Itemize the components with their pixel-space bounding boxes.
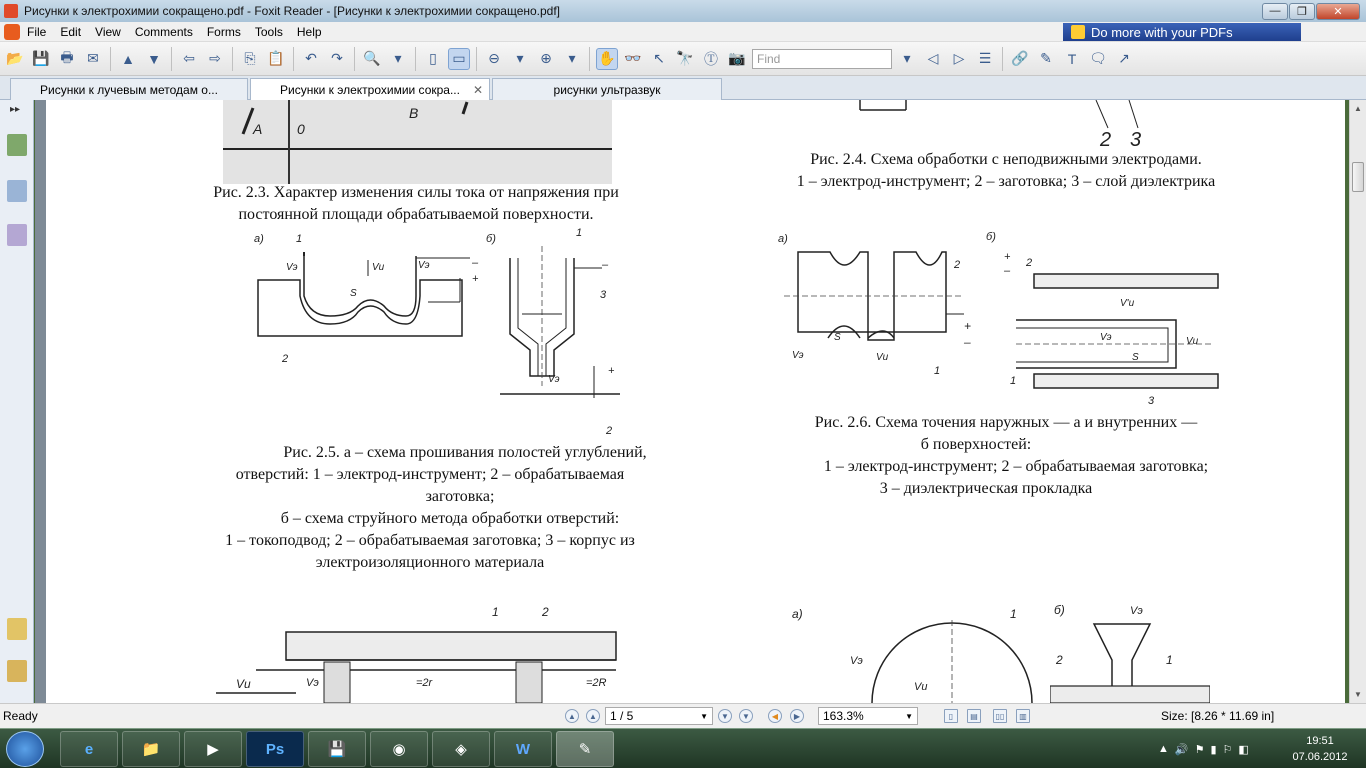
caption-line: 3 – диэлектрическая прокладка — [879, 480, 1093, 497]
tab-label: Рисунки к лучевым методам о... — [40, 82, 218, 97]
fig26a-label-plus: + — [964, 319, 972, 333]
zoom-out-icon[interactable]: ⊖ — [488, 50, 500, 66]
fig27-label-2: 2 — [542, 605, 549, 619]
fig25b-label-3: 3 — [600, 289, 607, 301]
fig24-label-2: 2 — [1100, 129, 1112, 148]
expand-panel-icon[interactable]: ▸▸ — [10, 104, 21, 115]
fig25a-label-minus: – — [472, 257, 479, 269]
page-size-text: Size: [8.26 * 11.69 in] — [1161, 709, 1275, 723]
caption-line: отверстий: 1 – электрод-инструмент; 2 – обрабатываемая — [235, 466, 625, 483]
last-page-icon[interactable]: ▼ — [739, 709, 753, 723]
fig27-label-2r: =2r — [416, 677, 433, 689]
figure-2-6a-image — [774, 228, 974, 388]
ps-glyph: Ps — [265, 740, 285, 758]
promo-icon — [1071, 25, 1085, 39]
caption-line: 1 – токоподвод; 2 – обрабатываемая заготовка; 3 – корпус из — [225, 532, 635, 549]
pencil-icon[interactable]: ✎ — [1040, 50, 1052, 66]
scroll-down-icon[interactable]: ▼ — [1354, 689, 1362, 699]
zoom-in-icon[interactable]: ⊕ — [540, 50, 552, 66]
previous-page-icon[interactable]: ▲ — [121, 50, 135, 67]
menu-help[interactable]: Help — [296, 24, 322, 39]
fig26a-label-2: 2 — [954, 259, 961, 271]
back-icon[interactable]: ⇦ — [183, 50, 195, 66]
battery-icon[interactable]: ▮ — [1210, 743, 1217, 756]
page-number-input[interactable] — [605, 707, 713, 725]
fig28b-label-1: 1 — [1166, 653, 1173, 667]
figure-2-7-image — [216, 600, 636, 703]
redo-icon[interactable]: ↷ — [331, 50, 343, 66]
fig28a-label-vu: Vи — [914, 681, 928, 693]
system-tray — [1158, 729, 1249, 768]
undo-icon[interactable]: ↶ — [305, 50, 317, 66]
fig25b-label-plus: + — [608, 365, 615, 377]
tab-label: Рисунки к электрохимии сокра... — [280, 82, 460, 97]
internet-explorer-icon[interactable] — [60, 731, 118, 767]
zoom-dropdown-icon[interactable]: ▾ — [394, 50, 402, 66]
caption-2-5 — [150, 442, 710, 574]
clock-time: 19:51 — [1306, 735, 1334, 747]
fig25a-label-vu: Vи — [372, 262, 385, 273]
figure-2-8b-image — [1050, 600, 1210, 703]
tab-electrochemistry[interactable] — [250, 78, 490, 100]
figure-2-4-image — [846, 100, 1146, 148]
bookmarks-icon[interactable] — [7, 134, 27, 156]
layers-icon[interactable] — [7, 224, 27, 246]
flag-icon[interactable]: ⚐ — [1222, 743, 1233, 756]
glasses-icon[interactable]: 👓 — [624, 50, 642, 66]
status-ready: Ready — [3, 709, 38, 723]
fig25b-label-1: 1 — [576, 227, 583, 239]
fig24-label-3: 3 — [1130, 129, 1142, 148]
fig26b-label-1: 1 — [1010, 375, 1017, 387]
fig26b-label-s: S — [1132, 352, 1139, 363]
photoshop-icon[interactable] — [246, 731, 304, 767]
close-button[interactable]: ✕ — [1316, 3, 1360, 20]
print-icon[interactable]: 🖶 — [60, 48, 74, 65]
previous-view-icon[interactable]: ◀ — [768, 709, 782, 723]
continuous-icon[interactable]: ▤ — [967, 709, 981, 723]
facing-icon[interactable]: ▯▯ — [993, 709, 1007, 723]
scroll-thumb[interactable] — [1352, 162, 1364, 192]
zoom-select[interactable] — [818, 707, 918, 725]
zoom-out-dropdown-icon[interactable]: ▾ — [516, 50, 524, 66]
text-select-icon[interactable]: Ⓣ — [704, 50, 718, 67]
toolbar — [0, 42, 1366, 76]
caption-line: Рис. 2.3. Характер изменения силы тока от напряжения при — [213, 184, 619, 201]
hand-tool-icon[interactable]: ✋ — [596, 48, 618, 70]
caption-2-3 — [150, 182, 682, 226]
fig26b-label-minus: – — [1004, 265, 1011, 277]
fig28a-label-ve: Vэ — [850, 655, 863, 667]
fig26b-label-3: 3 — [1148, 395, 1155, 406]
fig28b-title: б) — [1054, 603, 1065, 617]
figure-2-8a-image — [786, 600, 1046, 703]
single-page-icon[interactable]: ▯ — [944, 709, 958, 723]
caption-line: Рис. 2.4. Схема обработки с неподвижными электродами. — [810, 151, 1202, 168]
menu-comments[interactable]: Comments — [134, 24, 193, 39]
caption-line: постоянной площади обрабатываемой поверхности. — [238, 206, 594, 223]
fig26a-label-minus: – — [964, 335, 971, 349]
navigation-panel — [0, 100, 34, 703]
find-options-icon[interactable]: ☰ — [978, 50, 992, 66]
explorer-icon[interactable]: 📁 — [122, 731, 180, 767]
find-next-icon[interactable]: ▷ — [953, 50, 965, 66]
link-tool-icon[interactable]: 🔗 — [1011, 50, 1029, 66]
find-dropdown-icon[interactable]: ▾ — [903, 50, 911, 66]
note-icon[interactable]: 🗨 — [1089, 50, 1107, 66]
maximize-button[interactable]: ❐ — [1289, 3, 1315, 20]
caption-line: б поверхностей: — [920, 436, 1032, 453]
fig27-label-1: 1 — [492, 605, 499, 619]
clock-date: 07.06.2012 — [1292, 751, 1348, 763]
zoom-icon[interactable]: 🔍 — [363, 50, 381, 66]
fig26a-label-1: 1 — [934, 365, 941, 377]
open-icon[interactable]: 📂 — [6, 50, 24, 66]
menu-tools[interactable]: Tools — [254, 24, 283, 39]
tab-close-icon[interactable]: ✕ — [472, 82, 483, 97]
fig25b-label-ve: Vэ — [548, 374, 560, 385]
volume-icon[interactable]: 🔊 — [1174, 743, 1189, 756]
media-player-icon[interactable]: ▶ — [184, 731, 242, 767]
caption-line: электроизоляционного материала — [315, 554, 545, 571]
tray-expand-icon[interactable]: ▲ — [1158, 743, 1169, 755]
tab-ultrasound[interactable] — [492, 78, 722, 100]
tab-luchevye[interactable] — [10, 78, 248, 100]
caption-line: Рис. 2.5. а – схема прошивания полостей углублений, — [283, 444, 647, 461]
fit-page-icon[interactable]: ▯ — [429, 50, 437, 66]
word-glyph: W — [515, 740, 531, 758]
fig25a-label-plus: + — [472, 273, 479, 285]
word-icon[interactable] — [494, 731, 552, 767]
title-bar — [0, 0, 1366, 22]
caption-line: Рис. 2.6. Схема точения наружных — а и внутренних — — [814, 414, 1198, 431]
forward-icon[interactable]: ⇨ — [209, 50, 221, 66]
next-view-icon[interactable]: ▶ — [790, 709, 804, 723]
fig25a-label-ve: Vэ — [286, 262, 298, 273]
network-icon[interactable]: ◈ — [432, 731, 490, 767]
fig28a-label-1: 1 — [1010, 607, 1017, 621]
fig25a-label-ve2: Vэ — [418, 260, 430, 271]
continuous-facing-icon[interactable]: ▥ — [1016, 709, 1030, 723]
snapshot-icon[interactable]: 📷 — [728, 50, 746, 66]
fig23-label-b: B — [409, 105, 419, 121]
fig28b-label-2: 2 — [1056, 653, 1063, 667]
document-tabs — [0, 76, 1366, 100]
fig25a-label-2: 2 — [282, 353, 289, 365]
caption-line: б – схема струйного метода обработки отверстий: — [280, 510, 620, 527]
next-page-icon[interactable]: ▼ — [147, 50, 161, 67]
zoom-in-dropdown-icon[interactable]: ▾ — [568, 50, 576, 66]
fig25b-label-minus: – — [602, 259, 609, 271]
caption-2-4 — [736, 149, 1276, 193]
fig26b-label-vu: Vи — [1186, 336, 1199, 347]
caption-line: 1 – электрод-инструмент; 2 – заготовка; 3 – слой диэлектрика — [796, 173, 1216, 190]
comments-icon[interactable] — [7, 618, 27, 640]
fig27-label-ve: Vэ — [306, 677, 319, 689]
ie-glyph: e — [84, 740, 94, 758]
foxit-app-icon — [4, 4, 18, 18]
text-box-icon[interactable]: T — [1067, 50, 1077, 67]
pdf-page[interactable] — [46, 100, 1345, 703]
select-arrow-icon[interactable]: ↖ — [653, 50, 665, 66]
window-title: Рисунки к электрохимии сокращено.pdf - Foxit Reader - [Рисунки к электрохимии сокращено.pdf] — [24, 4, 561, 18]
page-gutter — [35, 100, 46, 703]
start-button[interactable] — [6, 731, 44, 767]
fig27-label-vu: Vи — [236, 677, 251, 691]
email-icon[interactable]: ✉ — [87, 50, 99, 66]
copy-icon[interactable]: ⎘ — [244, 50, 256, 66]
caption-line: заготовка; — [425, 488, 495, 505]
fig26b-label-2: 2 — [1026, 257, 1033, 269]
scroll-up-icon[interactable]: ▲ — [1354, 103, 1362, 113]
find-previous-icon[interactable]: ◁ — [927, 50, 939, 66]
fig28a-title: а) — [792, 607, 803, 621]
page-dropdown-icon: ▼ — [700, 711, 708, 721]
fig26a-title: а) — [778, 233, 788, 245]
figure-2-5a-image — [246, 228, 486, 368]
fig27-label-2R: =2R — [586, 677, 607, 689]
menu-view[interactable]: View — [95, 24, 121, 39]
figure-2-3-image — [223, 100, 612, 184]
fig25a-label-1: 1 — [296, 233, 303, 245]
caption-line: 1 – электрод-инструмент; 2 – обрабатываемая заготовка; — [823, 458, 1209, 475]
minimize-button[interactable]: — — [1262, 3, 1288, 20]
first-page-icon[interactable]: ▲ — [565, 709, 579, 723]
caption-2-6 — [746, 412, 1286, 500]
menu-bar — [0, 22, 1366, 42]
language-icon[interactable]: ◧ — [1238, 743, 1249, 756]
fig23-label-a: A — [253, 121, 263, 137]
foxit-taskbar-icon[interactable]: ✎ — [556, 731, 614, 767]
save-icon[interactable]: 💾 — [32, 50, 50, 66]
promo-banner[interactable] — [1063, 23, 1301, 41]
attachments-icon[interactable] — [7, 660, 27, 682]
fig26a-label-vu: Vи — [876, 352, 889, 363]
paste-icon[interactable]: 📋 — [267, 50, 285, 66]
fig25a-label-s: S — [350, 288, 357, 299]
fig26a-label-s: S — [834, 332, 841, 343]
pages-icon[interactable] — [7, 180, 27, 202]
zoom-value: 163.3% — [823, 709, 864, 723]
floppy-icon[interactable]: 💾 — [308, 731, 366, 767]
menu-file[interactable]: File — [27, 24, 47, 39]
taskbar — [0, 728, 1366, 768]
binoculars-icon[interactable]: 🔭 — [676, 50, 694, 66]
clock[interactable] — [1290, 733, 1350, 765]
vertical-scrollbar[interactable] — [1349, 100, 1366, 703]
chrome-icon[interactable]: ◉ — [370, 731, 428, 767]
pdf-icon — [4, 24, 20, 40]
fig25b-title: б) — [486, 233, 496, 245]
fig26b-label-vu1: V'и — [1120, 298, 1135, 309]
promo-text: Do more with your PDFs — [1091, 24, 1233, 40]
fig26b-title: б) — [986, 231, 996, 243]
prev-page-icon[interactable]: ▲ — [586, 709, 600, 723]
page-number-text: 1 / 5 — [610, 709, 634, 723]
fig23-label-o: 0 — [297, 121, 305, 137]
fig25b-label-2: 2 — [606, 425, 613, 437]
menu-forms[interactable]: Forms — [206, 24, 241, 39]
fig25a-title: а) — [254, 233, 264, 245]
figure-2-5b-image — [482, 226, 652, 438]
network-status-icon[interactable]: ⚑ — [1194, 743, 1205, 756]
fit-width-icon[interactable]: ▭ — [448, 48, 470, 70]
fig26a-label-ve: Vэ — [792, 350, 804, 361]
fig26b-label-ve: Vэ — [1100, 332, 1112, 343]
arrow-tool-icon[interactable]: ↗ — [1118, 50, 1130, 66]
fig28b-label-ve: Vэ — [1130, 605, 1143, 617]
tab-label: рисунки ультразвук — [553, 82, 661, 97]
status-bar — [0, 703, 1366, 728]
menu-edit[interactable]: Edit — [60, 24, 82, 39]
fig26b-label-plus: + — [1004, 251, 1011, 263]
next-page-icon[interactable]: ▼ — [718, 709, 732, 723]
find-input[interactable]: Find — [752, 49, 892, 69]
figure-2-6b-image — [982, 226, 1222, 406]
zoom-dropdown-icon: ▼ — [905, 711, 913, 721]
